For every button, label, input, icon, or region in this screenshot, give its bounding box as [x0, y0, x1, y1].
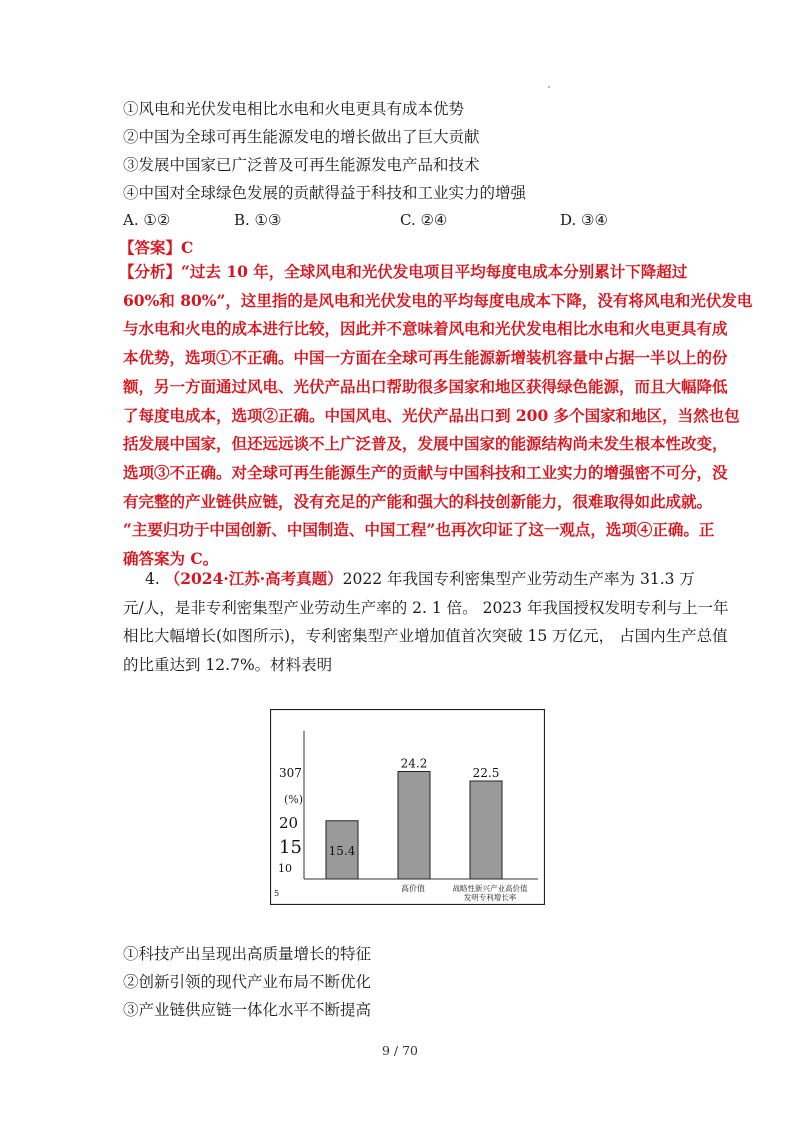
- analysis-label: 【分析】: [119, 262, 182, 281]
- choice-a: A. ①②: [123, 211, 171, 229]
- analysis-line: 额，另一方面通过风电、光伏产品出口帮助很多国家和地区获得绿色能源，而且大幅降低: [123, 376, 728, 396]
- x-tick-label: 高价值: [401, 884, 425, 893]
- y-tick-label: 5: [274, 889, 280, 898]
- analysis-line: 60%和 80%”，这里指的是风电和光伏发电的平均每度电成本下降，没有将风电和光伏发电: [123, 290, 753, 310]
- question-source: （2024·江苏·高考真题）: [164, 569, 343, 588]
- y-axis-label: (%): [284, 793, 304, 806]
- analysis-line: 与水电和火电的成本进行比较，因此并不意味着风电和光伏发电相比水电和火电更具有成: [123, 319, 728, 339]
- analysis-line: 了每度电成本，选项②正确。中国风电、光伏产品出口到 200 多个国家和地区，当然也包: [123, 405, 740, 425]
- question-text: 2022 年我国专利密集型产业劳动生产率为 31.3 万: [342, 570, 695, 588]
- analysis-line: “主要归功于中国创新、中国制造、中国工程”也再次印证了这一观点，选项④正确。正: [123, 520, 715, 540]
- choice-c: C. ②④: [400, 211, 448, 229]
- answer-value: C: [181, 238, 194, 257]
- patent-growth-chart: [270, 709, 545, 905]
- analysis-line: 选项③不正确。对全球可再生能源生产的贡献与中国科技和工业实力的增强密不可分，没: [123, 462, 728, 482]
- y-tick-label: 10: [278, 862, 292, 875]
- analysis-line: 括发展中国家，但还远远谈不上广泛普及，发展中国家的能源结构尚未发生根本性改变，: [123, 434, 728, 454]
- x-tick-label: 战略性新兴产业高价值: [452, 884, 528, 893]
- analysis-line: 有完整的产业链供应链，没有充足的产能和强大的科技创新能力，很难取得如此成就。: [123, 491, 713, 511]
- option-statement-2: ②创新引领的现代产业布局不断优化: [123, 973, 372, 991]
- analysis-line: “过去 10 年，全球风电和光伏发电项目平均每度电成本分别累计下降超过: [181, 262, 688, 281]
- question-text-line: 元/人，是非专利密集型产业劳动生产率的 2. 1 倍。 2023 年我国授权发明专利与上一年: [123, 598, 729, 617]
- y-tick-label: 20: [279, 814, 299, 832]
- bar: [470, 781, 502, 879]
- page-number: 9 / 70: [381, 1043, 419, 1058]
- analysis-block: [119, 258, 753, 574]
- bar-value-label: 15.4: [328, 843, 356, 858]
- answer-label: 【答案】: [119, 238, 182, 257]
- option-statement-3: ③发展中国家已广泛普及可再生能源发电产品和技术: [123, 156, 480, 174]
- option-statement-3: ③产业链供应链一体化水平不断提高: [123, 1001, 372, 1019]
- y-tick-label: 307: [279, 766, 302, 780]
- option-statement-4: ④中国对全球绿色发展的贡献得益于科技和工业实力的增强: [123, 184, 527, 202]
- bar-value-label: 24.2: [400, 756, 428, 771]
- option-statement-2: ②中国为全球可再生能源发电的增长做出了巨大贡献: [123, 128, 480, 146]
- choice-d: D. ③④: [560, 211, 608, 229]
- x-tick-label: 发明专利增长率: [463, 893, 517, 902]
- scan-dot: [548, 86, 550, 88]
- option-statement-1: ①科技产出呈现出高质量增长的特征: [123, 945, 372, 963]
- analysis-line: 确答案为 C。: [123, 549, 219, 569]
- choice-b: B. ①③: [234, 211, 282, 229]
- question-text-line: 相比大幅增长(如图所示)，专利密集型产业增加值首次突破 15 万亿元， 占国内生产总值: [123, 627, 728, 646]
- question-text-line: 的比重达到 12.7%。材料表明: [123, 656, 333, 675]
- bar-value-label: 22.5: [472, 766, 500, 780]
- bar: [398, 771, 430, 879]
- option-statement-1: ①风电和光伏发电相比水电和火电更具有成本优势: [123, 100, 465, 118]
- y-tick-label: 15: [279, 837, 302, 858]
- question-number: 4.: [145, 570, 160, 588]
- answer-line: [119, 237, 193, 259]
- question-4: [123, 565, 729, 680]
- analysis-line: 本优势，选项①不正确。中国一方面在全球可再生能源新增装机容量中占据一半以上的份: [123, 348, 728, 368]
